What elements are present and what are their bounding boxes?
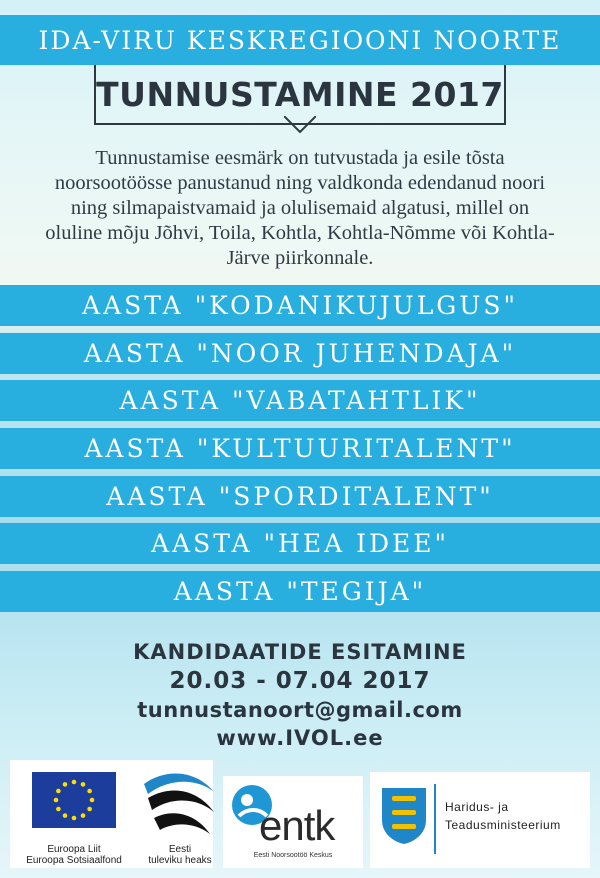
award-label: AASTA "VABATAHTLIK" — [119, 386, 481, 415]
page-title: TUNNUSTAMINE 2017 — [96, 75, 504, 114]
award-label: AASTA "HEA IDEE" — [150, 529, 449, 558]
header-banner — [0, 15, 600, 65]
award-label: AASTA "TEGIJA" — [173, 577, 427, 606]
award-label: AASTA "NOOR JUHENDAJA" — [83, 339, 517, 368]
website-link[interactable]: www.IVOL.ee — [216, 726, 384, 750]
award-banner-noor-juhendaja — [0, 333, 600, 374]
entk-logo — [223, 776, 363, 868]
award-banner-hea-idee — [0, 523, 600, 564]
award-banner-kultuuritalent — [0, 428, 600, 469]
estonia-caption-line1: Eesti — [168, 844, 192, 855]
award-label: AASTA "SPORDITALENT" — [106, 482, 494, 511]
award-label: AASTA "KODANIKUJULGUS" — [82, 291, 518, 320]
award-banner-tegija — [0, 571, 600, 612]
coat-of-arms-icon — [380, 786, 428, 846]
submission-dates: 20.03 - 07.04 2017 — [169, 668, 431, 694]
banner-text: IDA-VIRU KESKREGIOONI NOORTE — [38, 25, 562, 55]
estonia-caption-line2: tuleviku heaks — [148, 855, 212, 866]
ministry-name-line1: Haridus- ja — [445, 800, 509, 814]
eu-estonia-logo — [10, 760, 213, 868]
intro-paragraph: Tunnustamise eesmärk on tutvustada ja esile tõsta noorsootöösse panustanud ning valdkonda edendanud noori ning silmapaistvamaid ja olulisemaid algatusi, millel on oluline mõju Jõhvi, Toila, Kohtla, Kohtla-Nõmme või Kohtla-Järve piirkonnale. — [45, 147, 555, 269]
eu-caption-line1: Euroopa Liit — [47, 844, 101, 855]
award-banner-sporditalent — [0, 476, 600, 517]
estonia-swirl-icon — [138, 766, 218, 844]
award-label: AASTA "KULTUURITALENT" — [84, 434, 516, 463]
entk-wordmark: entk — [259, 802, 335, 849]
award-banner-kodanikujulgus — [0, 285, 600, 326]
ministry-logo — [370, 772, 590, 868]
ministry-divider — [434, 784, 436, 854]
eu-caption-line2: Euroopa Sotsiaalfond — [26, 855, 122, 866]
award-banner-vabatahtlik — [0, 380, 600, 421]
submission-heading: KANDIDAATIDE ESITAMINE — [133, 640, 467, 664]
contact-email[interactable]: tunnustanoort@gmail.com — [137, 698, 463, 722]
entk-subtitle: Eesti Noorsootöö Keskus — [253, 852, 333, 859]
ministry-name-line2: Teadusministeerium — [445, 818, 561, 832]
title-frame-notch — [284, 116, 316, 134]
eu-flag-icon — [32, 772, 116, 828]
